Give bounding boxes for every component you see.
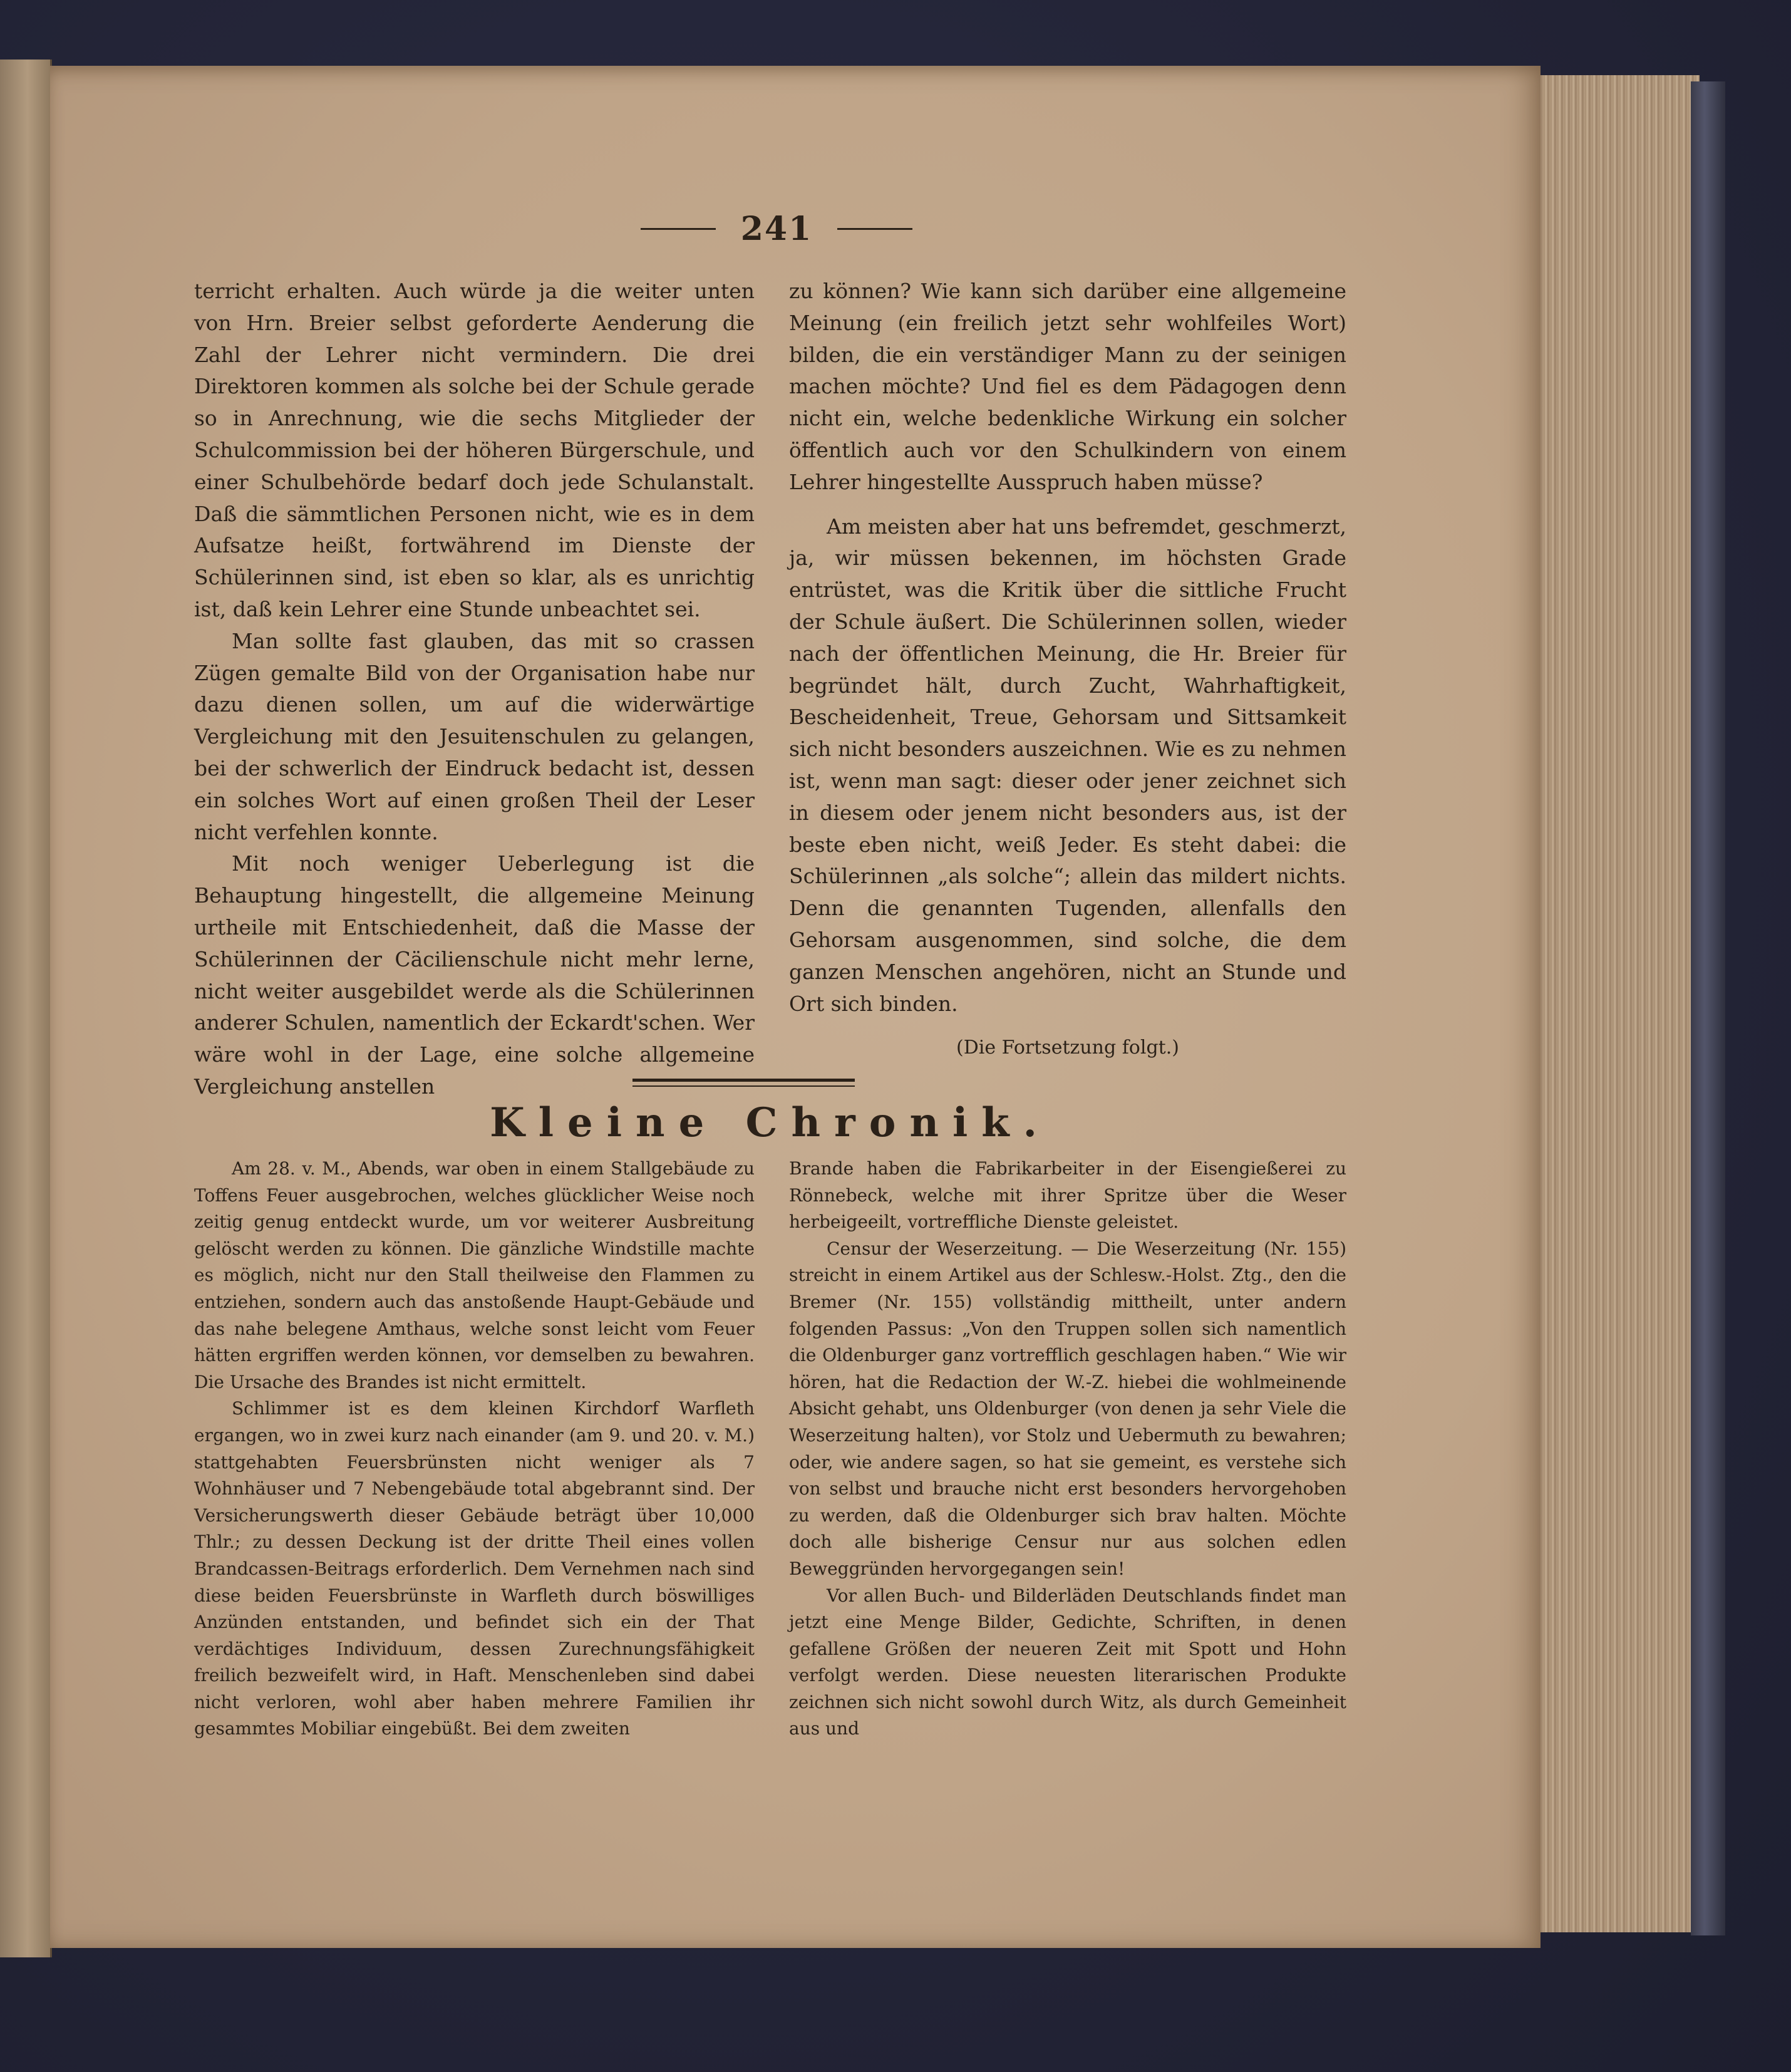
article-column-right — [789, 276, 1346, 1020]
page-stack-edge — [1534, 75, 1700, 1932]
chronicle-item: Am 28. v. M., Abends, war oben in einem Stallgebäude zu Toffens Feuer ausgebrochen, welches glücklicher Weise noch zeitig genug entdeckt wurde, um vor weiterer Ausbreitung gelöscht werden zu können. Die gänzliche Windstille machte es möglich, nicht nur den Stall theilweise den Flammen zu entziehen, sondern auch das anstoßende Haupt-Gebäude und das nahe belegene Amthaus, welche sonst leicht vom Feuer hätten ergriffen werden können, vor demselben zu bewahren. Die Ursache des Brandes ist nicht ermittelt. — [194, 1158, 755, 1392]
chronicle-item: Censur der Weserzeitung. — Die Weserzeitung (Nr. 155) streicht in einem Artikel aus der Schlesw.-Holst. Ztg., den die Bremer (Nr. 155) vollständig mittheilt, unter andern folgenden Passus: „Von den Truppen sollen sich namentlich die Oldenburger ganz vortrefflich geschlagen haben.“ Wie wir hören, hat die Redaction der W.-Z. hiebei die wohlmeinende Absicht gehabt, uns Oldenburger (von denen ja sehr Viele die Weserzeitung halten), vor Stolz und Uebermuth zu bewahren; oder, wie andere sagen, so hat sie gemeint, es verstehe sich von selbst und brauche nicht erst besonders hervorgehoben zu werden, daß die Oldenburger sich brav halten. Möchte doch alle bisherige Censur nur aus solchen edlen Beweggründen hervorgegangen sein! — [789, 1238, 1346, 1579]
article-paragraph: Am meisten aber hat uns befremdet, geschmerzt, ja, wir müssen bekennen, im höchsten Grade entrüstet, was die Kritik über die sittliche Frucht der Schule äußert. Die Schülerinnen sollen, wieder nach der öffentlichen Meinung, die Hr. Breier für begründet hält, durch Zucht, Wahrhaftigkeit, Bescheidenheit, Treue, Gehorsam und Sittsamkeit sich nicht besonders auszeichnen. Wie es zu nehmen ist, wenn man sagt: dieser oder jener zeichnet sich in diesem oder jenem nicht besonders aus, ist der beste eben nicht, weiß Jeder. Es steht dabei: die Schülerinnen „als solche“; allein das mildert nichts. Denn die genannten Tugenden, allenfalls den Gehorsam ausgenommen, sind solche, die dem ganzen Menschen angehören, nicht an Stunde und Ort sich binden. — [789, 514, 1346, 1016]
page-number: 241 — [740, 209, 813, 248]
chronicle-item: Brande haben die Fabrikarbeiter in der Eisengießerei zu Rönnebeck, welche mit ihrer Spritze über die Weser herbeigeeilt, vortreffliche Dienste geleistet. — [789, 1158, 1346, 1233]
article-column-left — [194, 276, 755, 1103]
section-divider — [632, 1079, 855, 1082]
header-rule-right — [837, 228, 912, 230]
previous-page-edge — [0, 60, 52, 1957]
article-paragraph: zu können? Wie kann sich darüber eine allgemeine Meinung (ein freilich jetzt sehr wohlfeiles Wort) bilden, die ein verständiger Mann zu der seinigen machen möchte? Und fiel es dem Pädagogen denn nicht ein, welche bedenkliche Wirkung ein solcher öffentlich auch vor den Schulkindern von einem Lehrer hingestellte Ausspruch haben müsse? — [789, 279, 1346, 494]
chronicle-column-left — [194, 1156, 755, 1743]
article-paragraph: Mit noch weniger Ueberlegung ist die Behauptung hingestellt, die allgemeine Meinung urtheile mit Entschiedenheit, daß die Masse der Schülerinnen der Cäcilienschule nicht mehr lerne, nicht weiter ausgebildet werde als die Schülerinnen anderer Schulen, namentlich der Eckardt'schen. Wer wäre wohl in der Lage, eine solche allgemeine Vergleichung anstellen — [194, 851, 755, 1099]
section-divider-thin — [632, 1085, 855, 1087]
header-rule-left — [641, 228, 716, 230]
page-header — [614, 207, 939, 251]
chronicle-item: Vor allen Buch- und Bilderläden Deutschlands findet man jetzt eine Menge Bilder, Gedichte, Schriften, in denen gefallene Größen der neueren Zeit mit Spott und Hohn verfolgt werden. Diese neuesten literarischen Produkte zeichnen sich nicht sowohl durch Witz, als durch Gemeinheit aus und — [789, 1585, 1346, 1739]
continuation-note: (Die Fortsetzung folgt.) — [956, 1037, 1179, 1059]
chronicle-column-right — [789, 1156, 1346, 1743]
book-cover-edge — [1691, 81, 1725, 1935]
chronicle-item: Schlimmer ist es dem kleinen Kirchdorf Warfleth ergangen, wo in zwei kurz nach einander (am 9. und 20. v. M.) stattgehabten Feuersbrünsten nicht weniger als 7 Wohnhäuser und 7 Nebengebäude total abgebrannt sind. Der Versicherungswerth dieser Gebäude beträgt über 10,000 Thlr.; zu dessen Deckung ist der dritte Theil eines vollen Brandcassen-Beitrags erforderlich. Dem Vernehmen nach sind diese beiden Feuersbrünste in Warfleth durch böswilliges Anzünden entstanden, und befindet sich ein der That verdächtiges Individuum, dessen Zurechnungsfähigkeit freilich bezweifelt wird, in Haft. Menschenleben sind dabei nicht verloren, wohl aber haben mehrere Familien ihr gesammtes Mobiliar eingebüßt. Bei dem zweiten — [194, 1398, 755, 1739]
article-paragraph: Man sollte fast glauben, das mit so crassen Zügen gemalte Bild von der Organisation habe nur dazu dienen sollen, um auf die widerwärtige Vergleichung mit den Jesuitenschulen zu gelangen, bei der schwerlich der Eindruck bedacht ist, dessen ein solches Wort auf einen großen Theil der Leser nicht verfehlen konnte. — [194, 628, 755, 844]
section-heading: Kleine Chronik. — [490, 1099, 1051, 1146]
article-paragraph: terricht erhalten. Auch würde ja die weiter unten von Hrn. Breier selbst geforderte Aenderung die Zahl der Lehrer nicht vermindern. Die drei Direktoren kommen als solche bei der Schule gerade so in Anrechnung, wie die sechs Mitglieder der Schulcommission bei der höheren Bürgerschule, und einer Schulbehörde bedarf doch jede Schulanstalt. Daß die sämmtlichen Personen nicht, wie es in dem Aufsatze heißt, fortwährend im Dienste der Schülerinnen sind, ist eben so klar, als es unrichtig ist, daß kein Lehrer eine Stunde unbeachtet sei. — [194, 279, 755, 621]
